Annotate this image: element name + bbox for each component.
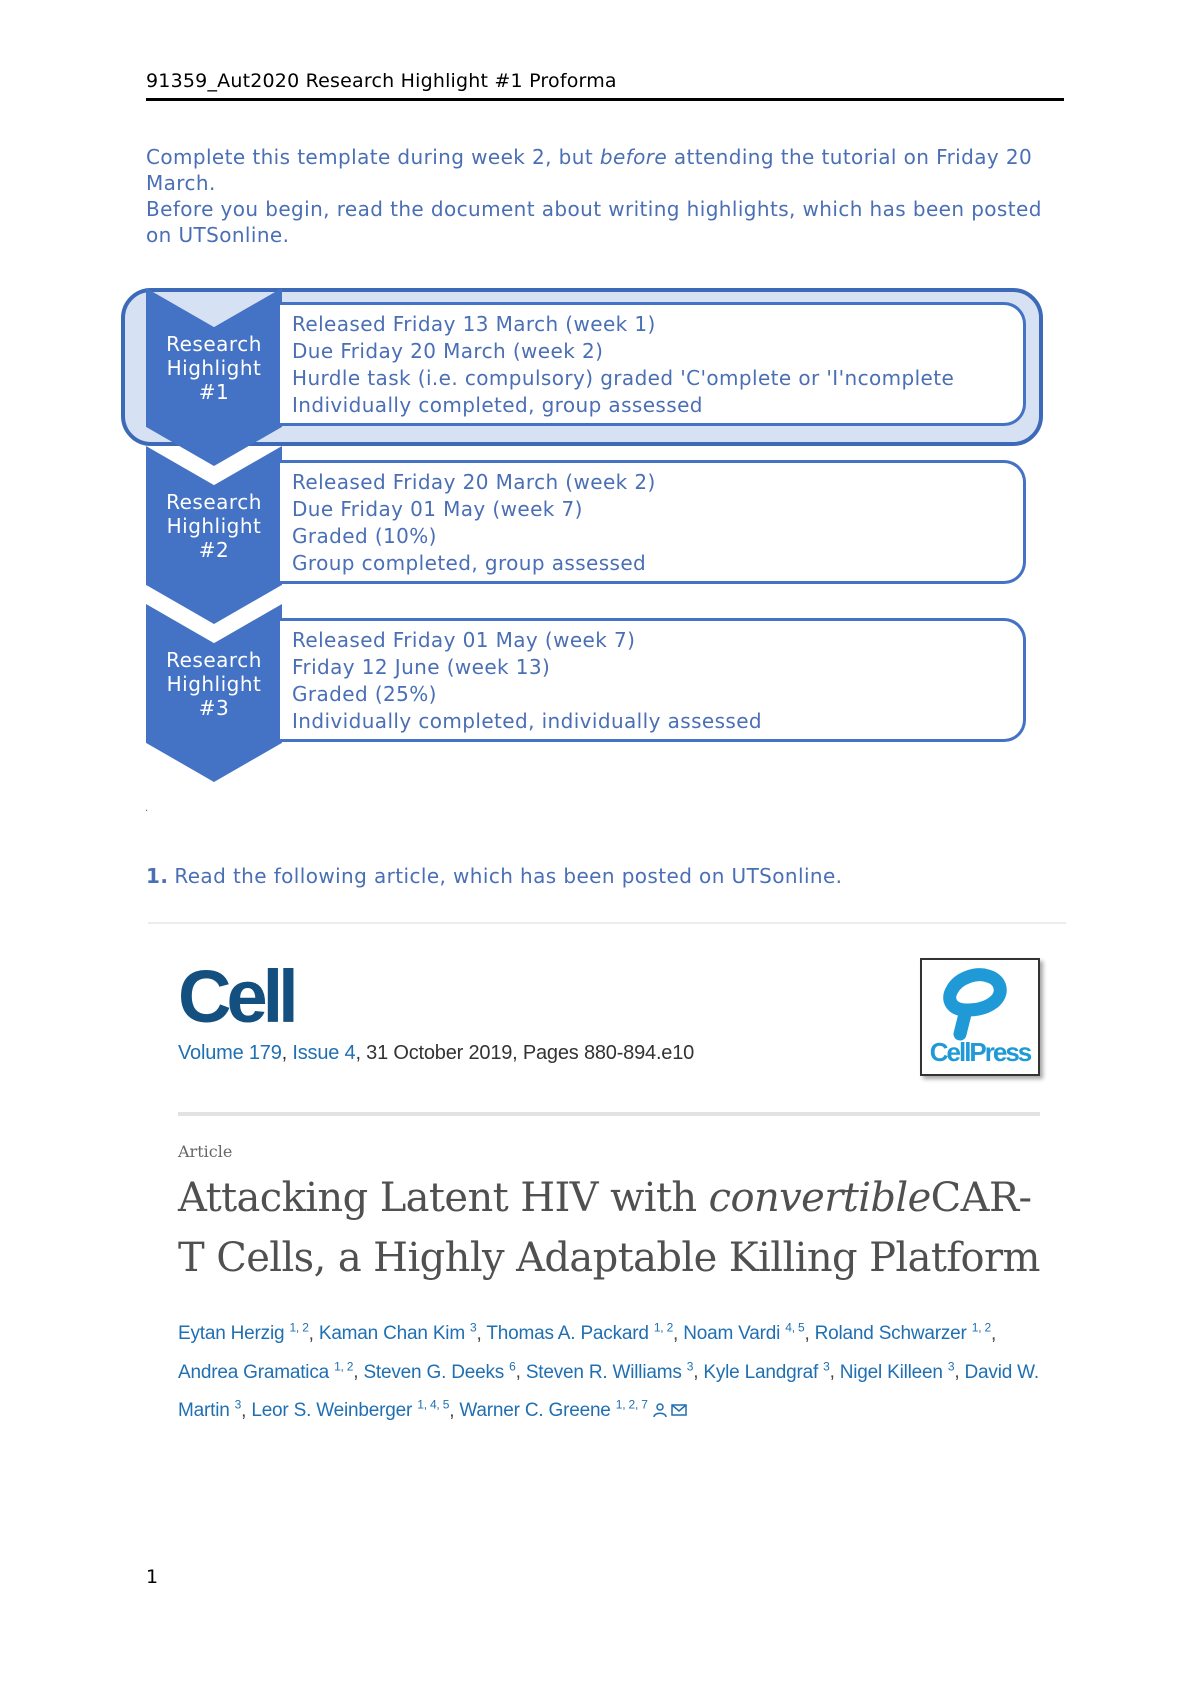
stage-2-details <box>280 460 1026 584</box>
author-link[interactable]: Leor S. Weinberger $^{1, 4, 5}$ <box>251 1397 450 1421</box>
question-number: 1. <box>146 864 169 888</box>
detail-line: Graded (10%) <box>292 524 437 548</box>
issue-link[interactable]: Issue 4 <box>292 1042 356 1064</box>
detail-line: Individually completed, individually assessed <box>292 709 763 733</box>
author-link[interactable]: Kyle Landgraf $^3$ <box>703 1359 830 1383</box>
detail-line: Friday 12 June (week 13) <box>292 655 551 679</box>
author-link[interactable]: Noam Vardi $^{4, 5}$ <box>683 1321 805 1345</box>
stage-1-details <box>280 302 1026 426</box>
person-icon[interactable] <box>648 1400 668 1421</box>
article-title: Attacking Latent HIV with convertibleCAR-T Cells, a Highly Adaptable Killing Platform <box>178 1175 1040 1281</box>
detail-line: Group completed, group assessed <box>292 551 647 575</box>
author-link[interactable]: Steven R. Williams $^3$ <box>525 1359 694 1383</box>
stray-mark: · <box>145 806 149 817</box>
author-link[interactable]: Roland Schwarzer $^{1, 2}$ <box>814 1321 991 1345</box>
page-header: 91359_Aut2020 Research Highlight #1 Proforma <box>146 70 1064 101</box>
author-link[interactable]: Steven G. Deeks $^6$ <box>363 1359 516 1383</box>
page-number: 1 <box>146 1566 159 1588</box>
author-link[interactable]: Kaman Chan Kim $^3$ <box>318 1321 477 1345</box>
cellpress-logo[interactable] <box>920 958 1040 1076</box>
research-highlight-flow <box>120 288 1050 828</box>
intro-text <box>146 144 1046 248</box>
stage-3-label: Research Highlight #3 <box>166 648 262 720</box>
author-link[interactable]: Warner C. Greene $^{1, 2, 7}$ <box>459 1397 648 1421</box>
detail-line: Released Friday 20 March (week 2) <box>292 470 656 494</box>
author-list: Eytan Herzig $^{1, 2}$, Kaman Chan Kim $^3$, Thomas A. Packard $^{1, 2}$, Noam Vardi $^{4, 5}$, Roland Schwarzer $^{1, 2}$, Andrea Gramatica $^{1, 2}$, Steven G. Deeks $^6$, Steven R. Williams $^3$, Kyle Landgraf $^3$, Nigel Killeen $^3$, David W. Martin $^3$, Leor S. Weinberger $^{1, 4, 5}$, Warner C. Greene $^{1, 2, 7}$ <box>178 1321 1039 1421</box>
detail-line: Released Friday 01 May (week 7) <box>292 628 636 652</box>
stage-3-details <box>280 618 1026 742</box>
author-link[interactable]: David W. Martin $^3$ <box>178 1361 1039 1421</box>
article-screenshot <box>148 922 1066 1434</box>
author-link[interactable]: Eytan Herzig $^{1, 2}$ <box>178 1321 309 1345</box>
author-link[interactable]: Nigel Killeen $^3$ <box>839 1359 955 1383</box>
mail-icon[interactable] <box>668 1400 687 1421</box>
detail-line: Released Friday 13 March (week 1) <box>292 312 656 336</box>
intro-line-1: Complete this template during week 2, but before attending the tutorial on Friday 20 March. <box>146 145 1033 195</box>
detail-line: Individually completed, group assessed <box>292 393 703 417</box>
intro-line-2: Before you begin, read the document about writing highlights, which has been posted on UTSonline. <box>146 197 1042 247</box>
volume-line: Volume 179, Issue 4, 31 October 2019, Pages 880-894.e10 <box>178 1042 695 1064</box>
question-1 <box>146 864 1046 888</box>
stage-2-label: Research Highlight #2 <box>166 490 262 562</box>
volume-link[interactable]: Volume 179 <box>178 1042 282 1064</box>
stage-1-label: Research Highlight #1 <box>166 332 262 404</box>
divider <box>178 1112 1040 1116</box>
author-link[interactable]: Andrea Gramatica $^{1, 2}$ <box>178 1359 354 1383</box>
cellpress-wordmark: CellPress <box>929 1037 1031 1067</box>
author-link[interactable]: Thomas A. Packard $^{1, 2}$ <box>486 1321 674 1345</box>
detail-line: Graded (25%) <box>292 682 437 706</box>
cellpress-logo-mark-icon <box>922 964 1038 1044</box>
question-text: Read the following article, which has been posted on UTSonline. <box>174 864 843 888</box>
article-type: Article <box>178 1142 233 1161</box>
detail-line: Hurdle task (i.e. compulsory) graded 'C'omplete or 'I'ncomplete <box>292 366 955 390</box>
detail-line: Due Friday 01 May (week 7) <box>292 497 583 521</box>
journal-logo: Cell <box>178 955 294 1038</box>
detail-line: Due Friday 20 March (week 2) <box>292 339 604 363</box>
